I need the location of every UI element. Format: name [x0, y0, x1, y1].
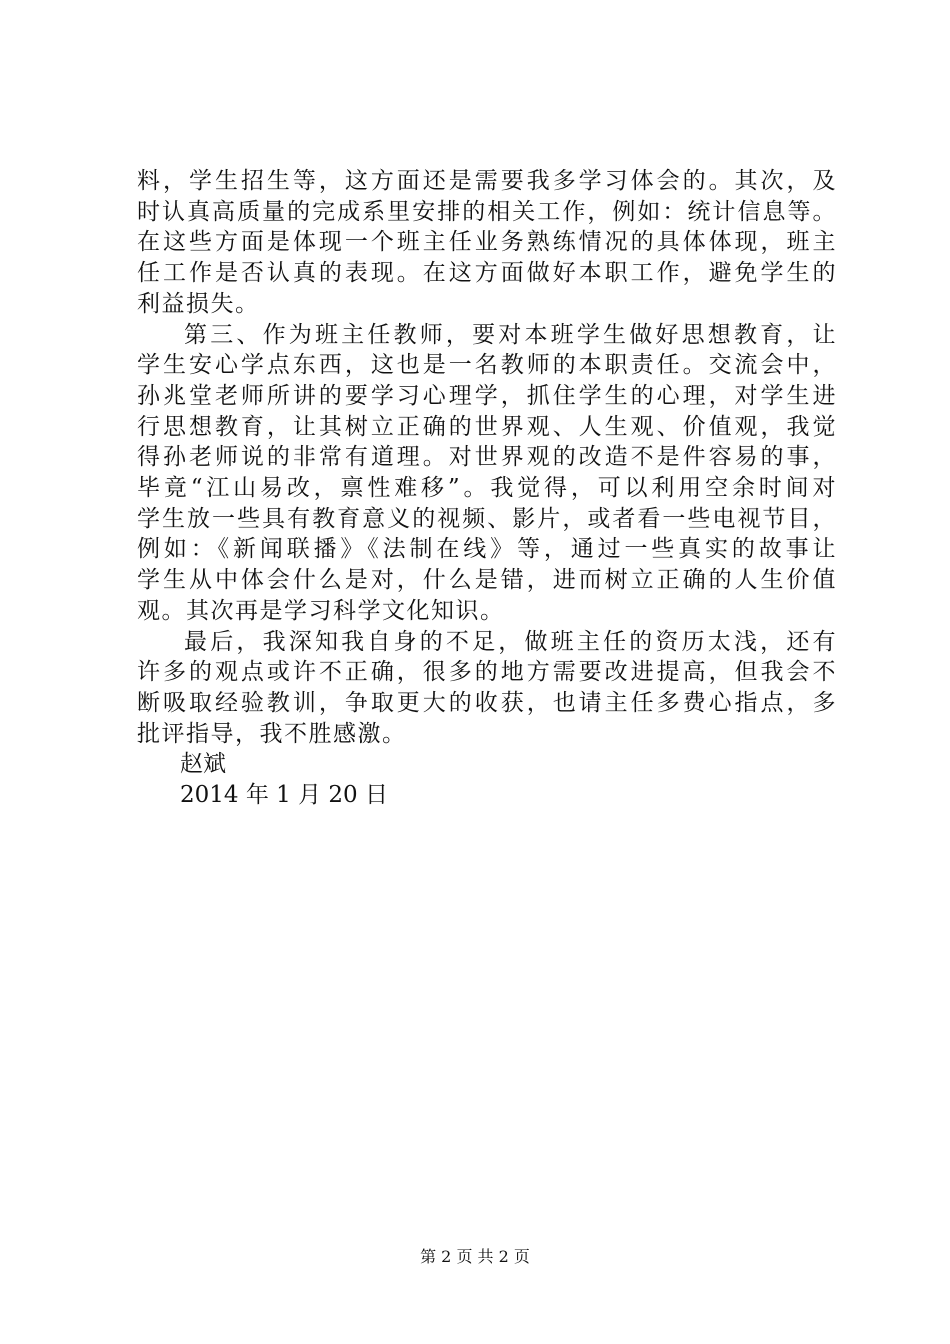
page-footer: 第 2 页 共 2 页 — [420, 1247, 530, 1266]
signature-date: 2014 年 1 月 20 日 — [180, 782, 388, 809]
paragraph-line: 观。其次再是学习科学文化知识。 — [137, 597, 505, 624]
paragraph-line: 行思想教育，让其树立正确的世界观、人生观、价值观，我觉 — [137, 413, 837, 440]
paragraph-line: 毕竟“江山易改，禀性难移”。我觉得，可以利用空余时间对 — [137, 475, 837, 502]
paragraph-line: 例如：《新闻联播》《法制在线》等，通过一些真实的故事让 — [137, 536, 837, 563]
paragraph-line: 任工作是否认真的表现。在这方面做好本职工作，避免学生的 — [137, 260, 837, 287]
paragraph-line: 最后，我深知我自身的不足，做班主任的资历太浅，还有 — [184, 628, 837, 655]
paragraph-line: 利益损失。 — [137, 290, 260, 317]
paragraph-line: 得孙老师说的非常有道理。对世界观的改造不是件容易的事， — [137, 444, 837, 471]
paragraph-line: 学生放一些具有教育意义的视频、影片，或者看一些电视节目， — [137, 505, 837, 532]
paragraph-line: 学生从中体会什么是对，什么是错，进而树立正确的人生价值 — [137, 567, 837, 594]
paragraph-line: 孙兆堂老师所讲的要学习心理学，抓住学生的心理，对学生进 — [137, 382, 837, 409]
paragraph-line: 在这些方面是体现一个班主任业务熟练情况的具体体现，班主 — [137, 229, 837, 256]
paragraph-line: 断吸取经验教训，争取更大的收获，也请主任多费心指点，多 — [137, 689, 837, 716]
signature-name: 赵斌 — [180, 751, 226, 778]
paragraph-line: 许多的观点或许不正确，很多的地方需要改进提高，但我会不 — [137, 659, 837, 686]
paragraph-line: 学生安心学点东西，这也是一名教师的本职责任。交流会中， — [137, 352, 837, 379]
paragraph-line: 第三、作为班主任教师，要对本班学生做好思想教育，让 — [184, 321, 837, 348]
paragraph-line: 批评指导，我不胜感激。 — [137, 720, 407, 747]
paragraph-line: 时认真高质量的完成系里安排的相关工作，例如：统计信息等。 — [137, 198, 837, 225]
paragraph-line: 料，学生招生等，这方面还是需要我多学习体会的。其次，及 — [137, 168, 837, 194]
body-text — [137, 166, 837, 811]
